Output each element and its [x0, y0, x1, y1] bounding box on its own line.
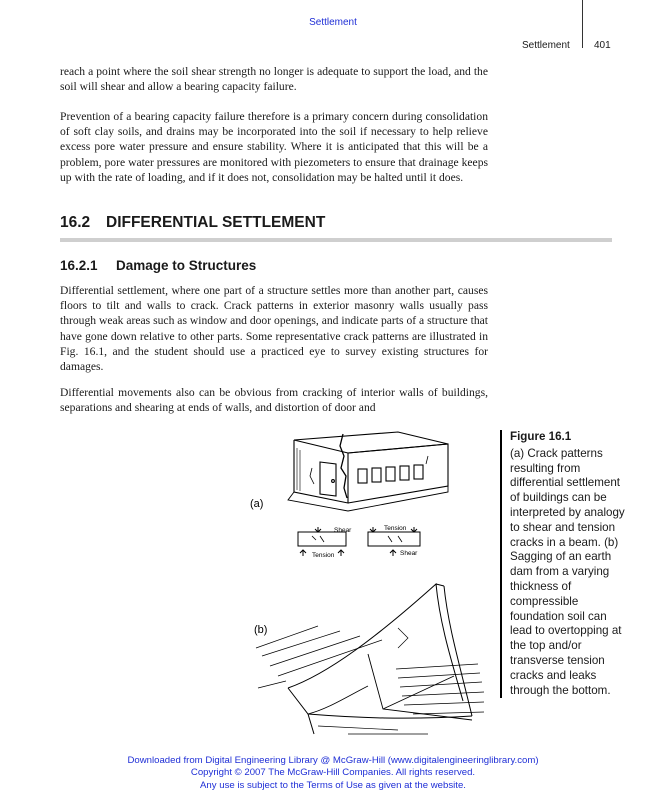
beam2-tension-label: Tension [384, 525, 407, 532]
subsection-number: 16.2.1 [60, 258, 98, 273]
beam1-shear-label: Shear [334, 527, 352, 534]
running-head [0, 40, 666, 54]
paragraph-4: Differential movements also can be obvious from cracking of interior walls of buildings, separations and shearing at ends of walls, and distortion of door and [60, 386, 488, 415]
footer-terms[interactable]: Any use is subject to the Terms of Use as given at the website. [200, 779, 466, 791]
paragraph-3: Differential settlement, where one part of a structure settles more than another part, causes floors to tilt and walls to crack. Crack patterns in exterior masonry walls usually pass through weak areas such as window and door openings, and indicate parts of a structure that have gone down relative to other parts. Some representative crack patterns are illustrated in Fig. 16.1, and the student should use a practiced eye to survey existing structures for damages. [60, 284, 488, 374]
dam-drawing [256, 584, 484, 734]
section-number: 16.2 [60, 214, 91, 231]
section-title: DIFFERENTIAL SETTLEMENT [106, 214, 326, 231]
footer-download-link[interactable]: Downloaded from Digital Engineering Library @ McGraw-Hill (www.digitalengineeringlibrary.com) [127, 755, 539, 766]
figure-16-1 [248, 426, 493, 744]
figure-label-a: (a) [250, 498, 264, 510]
beam1-tension-label: Tension [312, 552, 335, 559]
building-drawing [288, 432, 448, 511]
section-heading [60, 214, 612, 242]
footer [0, 755, 666, 792]
subsection-title: Damage to Structures [116, 258, 257, 273]
paragraph-1: reach a point where the soil shear strength no longer is adequate to support the load, and the soil will shear and allow a bearing capacity failure. [60, 65, 488, 94]
page-number: 401 [594, 40, 611, 51]
caption-title: Figure 16.1 [510, 430, 572, 443]
figure-label-b: (b) [254, 624, 268, 636]
subsection-heading [60, 258, 256, 273]
footer-copyright: Copyright © 2007 The McGraw-Hill Companies. All rights reserved. [190, 767, 476, 779]
beam2-shear-label: Shear [400, 550, 418, 557]
caption-text: (a) Crack patterns resulting from differential settlement of buildings can be interpreted by analogy to shear and tension cracks in a beam. (b) Sagging of an earth dam from a varying thickness of compressible foundation soil can lead to overtopping at the top and/or transverse tension cracks and leaks through the bottom. [510, 446, 625, 697]
running-title: Settlement [522, 40, 570, 51]
top-settlement-link[interactable]: Settlement [309, 17, 357, 28]
paragraph-2: Prevention of a bearing capacity failure therefore is a primary concern during consolidation of soft clay soils, and drains may be incorporated into the soil if necessary to help relieve excess pore water pressure and ensure stability. Where it is anticipated that this will be a problem, pore water pressures are monitored with piezometers to ensure that drainage keeps up with the rate of loading, and if it does not, consolidation may be halted until it does. [60, 110, 488, 184]
figure-caption [500, 430, 630, 698]
